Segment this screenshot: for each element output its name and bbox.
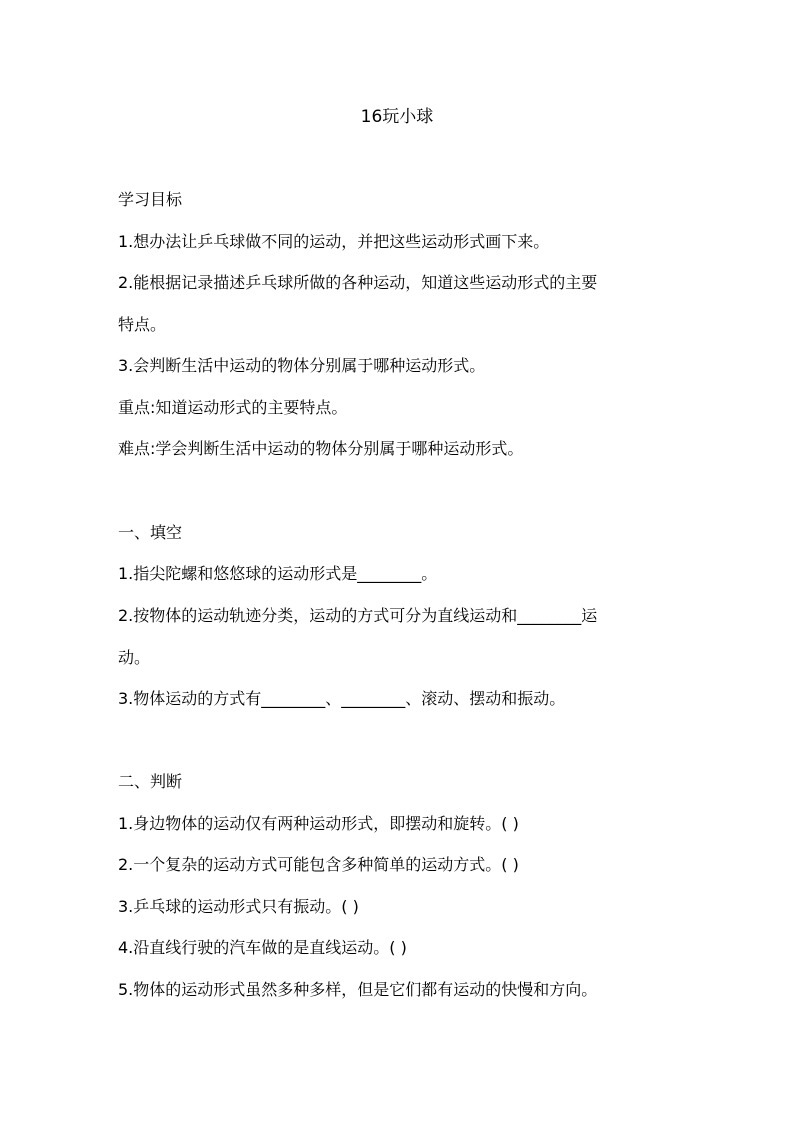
fill-blank-question-2-line-2: 动。 bbox=[118, 648, 151, 667]
true-false-question-3: 3.乒乓球的运动形式只有振动。( ) bbox=[118, 897, 359, 916]
true-false-question-2: 2.一个复杂的运动方式可能包含多种简单的运动方式。( ) bbox=[118, 855, 519, 874]
true-false-question-1: 1.身边物体的运动仅有两种运动形式，即摆动和旋转。( ) bbox=[118, 814, 519, 833]
fill-blank-question-3: 3.物体运动的方式有________、________、滚动、摆动和振动。 bbox=[118, 689, 566, 708]
objective-item-3: 3.会判断生活中运动的物体分别属于哪种运动形式。 bbox=[118, 356, 486, 375]
objective-item-1: 1.想办法让乒乓球做不同的运动，并把这些运动形式画下来。 bbox=[118, 232, 550, 251]
fill-blank-question-2-line-1: 2.按物体的运动轨迹分类，运动的方式可分为直线运动和________运 bbox=[118, 606, 598, 625]
page-title: 16玩小球 bbox=[360, 107, 434, 127]
true-false-question-4: 4.沿直线行驶的汽车做的是直线运动。( ) bbox=[118, 938, 407, 957]
objective-item-2-line-1: 2.能根据记录描述乒乓球所做的各种运动，知道这些运动形式的主要 bbox=[118, 273, 598, 292]
true-false-question-5: 5.物体的运动形式虽然多种多样，但是它们都有运动的快慢和方向。 bbox=[118, 980, 598, 999]
true-false-heading: 二、判断 bbox=[118, 772, 183, 791]
fill-blank-heading: 一、填空 bbox=[118, 523, 183, 542]
objective-item-2-line-2: 特点。 bbox=[118, 315, 167, 334]
fill-blank-question-1: 1.指尖陀螺和悠悠球的运动形式是________。 bbox=[118, 564, 438, 583]
key-point: 重点:知道运动形式的主要特点。 bbox=[118, 398, 348, 417]
objectives-heading: 学习目标 bbox=[118, 190, 183, 209]
difficulty-point: 难点:学会判断生活中运动的物体分别属于哪种运动形式。 bbox=[118, 439, 524, 458]
